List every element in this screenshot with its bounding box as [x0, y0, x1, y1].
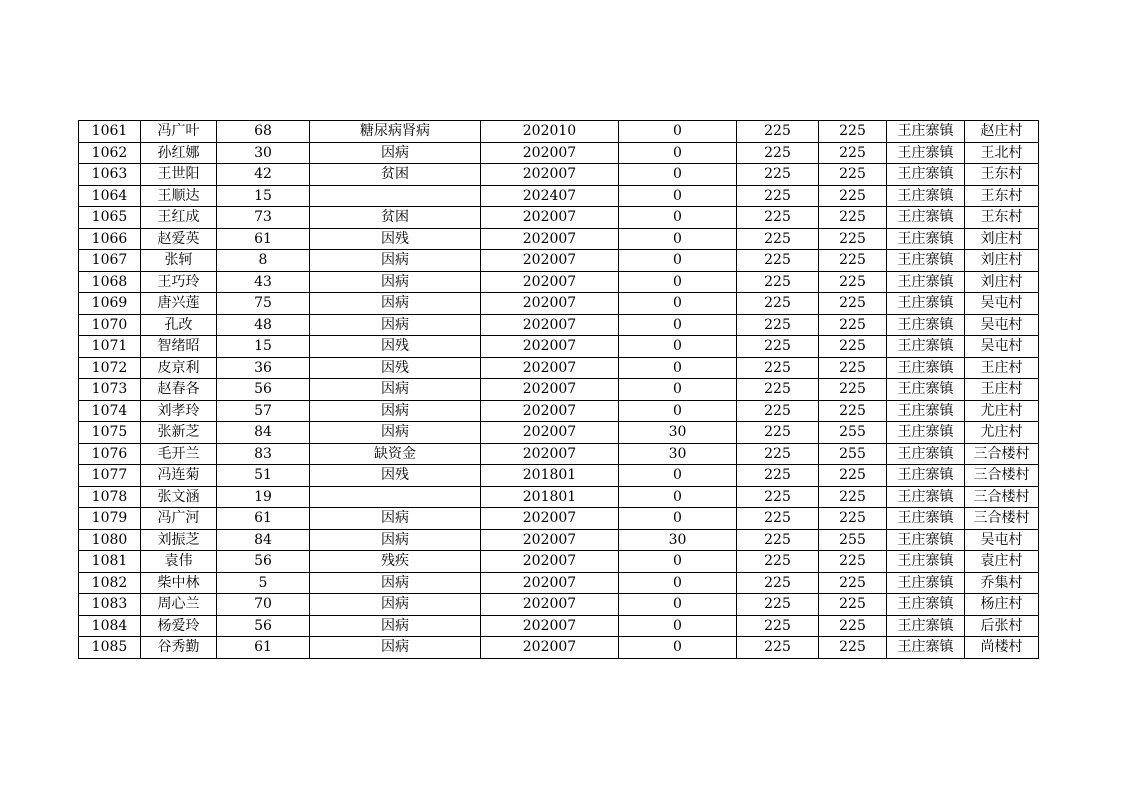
table-row: [79, 465, 1039, 487]
village-cell: 赵庄村: [965, 121, 1039, 143]
reason-cell: 因病: [310, 594, 481, 616]
extra-amount-cell: 0: [619, 336, 737, 358]
row-number-cell: 1069: [79, 293, 141, 315]
total-amount-cell: 225: [819, 121, 887, 143]
name-cell: 智绪昭: [141, 336, 217, 358]
base-amount-cell: 225: [737, 486, 819, 508]
base-amount-cell: 225: [737, 529, 819, 551]
name-cell: 皮京利: [141, 357, 217, 379]
extra-amount-cell: 0: [619, 486, 737, 508]
name-cell: 赵爱英: [141, 228, 217, 250]
table-row: [79, 572, 1039, 594]
town-cell: 王庄寨镇: [887, 228, 965, 250]
name-cell: 孔改: [141, 314, 217, 336]
reason-cell: [310, 185, 481, 207]
extra-amount-cell: 0: [619, 271, 737, 293]
age-cell: 56: [217, 379, 310, 401]
name-cell: 张新芝: [141, 422, 217, 444]
town-cell: 王庄寨镇: [887, 207, 965, 229]
row-number-cell: 1071: [79, 336, 141, 358]
village-cell: 三合楼村: [965, 508, 1039, 530]
date-cell: 202007: [481, 336, 619, 358]
table-row: [79, 508, 1039, 530]
village-cell: 杨庄村: [965, 594, 1039, 616]
table-row: [79, 164, 1039, 186]
village-cell: 乔集村: [965, 572, 1039, 594]
name-cell: 毛开兰: [141, 443, 217, 465]
age-cell: 83: [217, 443, 310, 465]
row-number-cell: 1075: [79, 422, 141, 444]
extra-amount-cell: 0: [619, 185, 737, 207]
name-cell: 冯连菊: [141, 465, 217, 487]
reason-cell: 因病: [310, 637, 481, 659]
village-cell: 王庄村: [965, 357, 1039, 379]
date-cell: 202007: [481, 142, 619, 164]
base-amount-cell: 225: [737, 185, 819, 207]
town-cell: 王庄寨镇: [887, 142, 965, 164]
village-cell: 吴屯村: [965, 314, 1039, 336]
age-cell: 68: [217, 121, 310, 143]
record-table: [78, 120, 1039, 659]
village-cell: 刘庄村: [965, 271, 1039, 293]
total-amount-cell: 225: [819, 465, 887, 487]
date-cell: 201801: [481, 465, 619, 487]
village-cell: 王北村: [965, 142, 1039, 164]
village-cell: 王东村: [965, 185, 1039, 207]
row-number-cell: 1068: [79, 271, 141, 293]
reason-cell: 因残: [310, 228, 481, 250]
base-amount-cell: 225: [737, 207, 819, 229]
age-cell: 8: [217, 250, 310, 272]
extra-amount-cell: 0: [619, 551, 737, 573]
age-cell: 56: [217, 551, 310, 573]
table-row: [79, 379, 1039, 401]
town-cell: 王庄寨镇: [887, 400, 965, 422]
row-number-cell: 1084: [79, 615, 141, 637]
age-cell: 70: [217, 594, 310, 616]
table-row: [79, 357, 1039, 379]
reason-cell: 因病: [310, 400, 481, 422]
table-row: [79, 594, 1039, 616]
village-cell: 三合楼村: [965, 486, 1039, 508]
name-cell: 柴中林: [141, 572, 217, 594]
total-amount-cell: 225: [819, 486, 887, 508]
base-amount-cell: 225: [737, 508, 819, 530]
reason-cell: 因病: [310, 250, 481, 272]
table-row: [79, 142, 1039, 164]
total-amount-cell: 225: [819, 293, 887, 315]
name-cell: 刘孝玲: [141, 400, 217, 422]
reason-cell: 因病: [310, 379, 481, 401]
row-number-cell: 1083: [79, 594, 141, 616]
base-amount-cell: 225: [737, 422, 819, 444]
village-cell: 王东村: [965, 164, 1039, 186]
date-cell: 202007: [481, 551, 619, 573]
town-cell: 王庄寨镇: [887, 271, 965, 293]
village-cell: 袁庄村: [965, 551, 1039, 573]
base-amount-cell: 225: [737, 164, 819, 186]
date-cell: 202007: [481, 508, 619, 530]
table-row: [79, 207, 1039, 229]
age-cell: 43: [217, 271, 310, 293]
town-cell: 王庄寨镇: [887, 615, 965, 637]
extra-amount-cell: 0: [619, 228, 737, 250]
age-cell: 84: [217, 422, 310, 444]
base-amount-cell: 225: [737, 637, 819, 659]
extra-amount-cell: 0: [619, 250, 737, 272]
village-cell: 尤庄村: [965, 422, 1039, 444]
base-amount-cell: 225: [737, 142, 819, 164]
extra-amount-cell: 0: [619, 357, 737, 379]
reason-cell: 因病: [310, 422, 481, 444]
table-row: [79, 637, 1039, 659]
name-cell: 冯广河: [141, 508, 217, 530]
date-cell: 202407: [481, 185, 619, 207]
reason-cell: 因病: [310, 615, 481, 637]
total-amount-cell: 225: [819, 336, 887, 358]
base-amount-cell: 225: [737, 336, 819, 358]
age-cell: 84: [217, 529, 310, 551]
total-amount-cell: 225: [819, 551, 887, 573]
table-row: [79, 185, 1039, 207]
town-cell: 王庄寨镇: [887, 637, 965, 659]
town-cell: 王庄寨镇: [887, 185, 965, 207]
age-cell: 61: [217, 637, 310, 659]
base-amount-cell: 225: [737, 615, 819, 637]
name-cell: 张轲: [141, 250, 217, 272]
village-cell: 后张村: [965, 615, 1039, 637]
date-cell: 202007: [481, 594, 619, 616]
reason-cell: 因病: [310, 529, 481, 551]
row-number-cell: 1072: [79, 357, 141, 379]
reason-cell: 因病: [310, 572, 481, 594]
row-number-cell: 1082: [79, 572, 141, 594]
table-row: [79, 529, 1039, 551]
row-number-cell: 1062: [79, 142, 141, 164]
extra-amount-cell: 0: [619, 314, 737, 336]
table-row: [79, 250, 1039, 272]
village-cell: 三合楼村: [965, 443, 1039, 465]
age-cell: 5: [217, 572, 310, 594]
reason-cell: 贫困: [310, 164, 481, 186]
row-number-cell: 1066: [79, 228, 141, 250]
row-number-cell: 1073: [79, 379, 141, 401]
town-cell: 王庄寨镇: [887, 508, 965, 530]
reason-cell: 因病: [310, 293, 481, 315]
extra-amount-cell: 0: [619, 465, 737, 487]
table-row: [79, 486, 1039, 508]
reason-cell: 因病: [310, 508, 481, 530]
row-number-cell: 1063: [79, 164, 141, 186]
row-number-cell: 1085: [79, 637, 141, 659]
name-cell: 谷秀勤: [141, 637, 217, 659]
date-cell: 202007: [481, 572, 619, 594]
date-cell: 202007: [481, 637, 619, 659]
reason-cell: 缺资金: [310, 443, 481, 465]
village-cell: 吴屯村: [965, 336, 1039, 358]
date-cell: 202007: [481, 250, 619, 272]
extra-amount-cell: 0: [619, 508, 737, 530]
row-number-cell: 1078: [79, 486, 141, 508]
date-cell: 202007: [481, 207, 619, 229]
age-cell: 75: [217, 293, 310, 315]
table-row: [79, 400, 1039, 422]
extra-amount-cell: 30: [619, 443, 737, 465]
table-row: [79, 443, 1039, 465]
date-cell: 202007: [481, 422, 619, 444]
total-amount-cell: 225: [819, 400, 887, 422]
total-amount-cell: 225: [819, 379, 887, 401]
name-cell: 杨爱玲: [141, 615, 217, 637]
row-number-cell: 1076: [79, 443, 141, 465]
row-number-cell: 1081: [79, 551, 141, 573]
town-cell: 王庄寨镇: [887, 250, 965, 272]
date-cell: 202007: [481, 615, 619, 637]
reason-cell: 因病: [310, 142, 481, 164]
village-cell: 刘庄村: [965, 250, 1039, 272]
name-cell: 赵春各: [141, 379, 217, 401]
base-amount-cell: 225: [737, 250, 819, 272]
total-amount-cell: 225: [819, 594, 887, 616]
name-cell: 孙红娜: [141, 142, 217, 164]
row-number-cell: 1070: [79, 314, 141, 336]
name-cell: 王红成: [141, 207, 217, 229]
date-cell: 202007: [481, 379, 619, 401]
extra-amount-cell: 0: [619, 207, 737, 229]
village-cell: 王东村: [965, 207, 1039, 229]
row-number-cell: 1080: [79, 529, 141, 551]
date-cell: 202007: [481, 228, 619, 250]
name-cell: 袁伟: [141, 551, 217, 573]
village-cell: 刘庄村: [965, 228, 1039, 250]
total-amount-cell: 225: [819, 142, 887, 164]
name-cell: 周心兰: [141, 594, 217, 616]
name-cell: 王世阳: [141, 164, 217, 186]
date-cell: 202007: [481, 529, 619, 551]
base-amount-cell: 225: [737, 594, 819, 616]
total-amount-cell: 225: [819, 615, 887, 637]
reason-cell: 糖尿病肾病: [310, 121, 481, 143]
row-number-cell: 1079: [79, 508, 141, 530]
total-amount-cell: 225: [819, 637, 887, 659]
base-amount-cell: 225: [737, 121, 819, 143]
town-cell: 王庄寨镇: [887, 465, 965, 487]
table-row: [79, 314, 1039, 336]
village-cell: 尚楼村: [965, 637, 1039, 659]
base-amount-cell: 225: [737, 379, 819, 401]
table-row: [79, 271, 1039, 293]
age-cell: 73: [217, 207, 310, 229]
total-amount-cell: 225: [819, 271, 887, 293]
table-row: [79, 551, 1039, 573]
age-cell: 57: [217, 400, 310, 422]
name-cell: 王顺达: [141, 185, 217, 207]
total-amount-cell: 225: [819, 207, 887, 229]
row-number-cell: 1067: [79, 250, 141, 272]
age-cell: 15: [217, 185, 310, 207]
row-number-cell: 1077: [79, 465, 141, 487]
base-amount-cell: 225: [737, 293, 819, 315]
date-cell: 202007: [481, 443, 619, 465]
total-amount-cell: 255: [819, 422, 887, 444]
date-cell: 202007: [481, 293, 619, 315]
date-cell: 202007: [481, 164, 619, 186]
town-cell: 王庄寨镇: [887, 443, 965, 465]
village-cell: 吴屯村: [965, 293, 1039, 315]
total-amount-cell: 255: [819, 529, 887, 551]
town-cell: 王庄寨镇: [887, 121, 965, 143]
age-cell: 15: [217, 336, 310, 358]
town-cell: 王庄寨镇: [887, 572, 965, 594]
town-cell: 王庄寨镇: [887, 594, 965, 616]
extra-amount-cell: 30: [619, 422, 737, 444]
base-amount-cell: 225: [737, 551, 819, 573]
total-amount-cell: 225: [819, 185, 887, 207]
name-cell: 唐兴莲: [141, 293, 217, 315]
reason-cell: 贫困: [310, 207, 481, 229]
town-cell: 王庄寨镇: [887, 164, 965, 186]
age-cell: 48: [217, 314, 310, 336]
name-cell: 冯广叶: [141, 121, 217, 143]
town-cell: 王庄寨镇: [887, 379, 965, 401]
extra-amount-cell: 0: [619, 637, 737, 659]
date-cell: 202007: [481, 357, 619, 379]
date-cell: 202007: [481, 314, 619, 336]
village-cell: 三合楼村: [965, 465, 1039, 487]
extra-amount-cell: 0: [619, 142, 737, 164]
table-row: [79, 293, 1039, 315]
base-amount-cell: 225: [737, 228, 819, 250]
row-number-cell: 1064: [79, 185, 141, 207]
table-row: [79, 615, 1039, 637]
base-amount-cell: 225: [737, 271, 819, 293]
name-cell: 张文涵: [141, 486, 217, 508]
town-cell: 王庄寨镇: [887, 336, 965, 358]
row-number-cell: 1074: [79, 400, 141, 422]
row-number-cell: 1065: [79, 207, 141, 229]
reason-cell: 因残: [310, 336, 481, 358]
base-amount-cell: 225: [737, 357, 819, 379]
village-cell: 王庄村: [965, 379, 1039, 401]
date-cell: 202007: [481, 400, 619, 422]
total-amount-cell: 255: [819, 443, 887, 465]
age-cell: 42: [217, 164, 310, 186]
extra-amount-cell: 0: [619, 293, 737, 315]
reason-cell: 残疾: [310, 551, 481, 573]
reason-cell: 因残: [310, 357, 481, 379]
base-amount-cell: 225: [737, 443, 819, 465]
date-cell: 202010: [481, 121, 619, 143]
extra-amount-cell: 0: [619, 379, 737, 401]
extra-amount-cell: 0: [619, 594, 737, 616]
age-cell: 36: [217, 357, 310, 379]
town-cell: 王庄寨镇: [887, 293, 965, 315]
town-cell: 王庄寨镇: [887, 529, 965, 551]
village-cell: 尤庄村: [965, 400, 1039, 422]
extra-amount-cell: 0: [619, 121, 737, 143]
reason-cell: 因病: [310, 314, 481, 336]
reason-cell: 因病: [310, 271, 481, 293]
total-amount-cell: 225: [819, 164, 887, 186]
name-cell: 刘振芝: [141, 529, 217, 551]
town-cell: 王庄寨镇: [887, 314, 965, 336]
age-cell: 61: [217, 228, 310, 250]
table-body: [79, 121, 1039, 659]
age-cell: 61: [217, 508, 310, 530]
age-cell: 56: [217, 615, 310, 637]
base-amount-cell: 225: [737, 314, 819, 336]
total-amount-cell: 225: [819, 572, 887, 594]
town-cell: 王庄寨镇: [887, 422, 965, 444]
town-cell: 王庄寨镇: [887, 486, 965, 508]
age-cell: 51: [217, 465, 310, 487]
total-amount-cell: 225: [819, 357, 887, 379]
date-cell: 202007: [481, 271, 619, 293]
village-cell: 吴屯村: [965, 529, 1039, 551]
base-amount-cell: 225: [737, 465, 819, 487]
extra-amount-cell: 30: [619, 529, 737, 551]
total-amount-cell: 225: [819, 314, 887, 336]
base-amount-cell: 225: [737, 400, 819, 422]
reason-cell: 因残: [310, 465, 481, 487]
date-cell: 201801: [481, 486, 619, 508]
total-amount-cell: 225: [819, 250, 887, 272]
age-cell: 19: [217, 486, 310, 508]
total-amount-cell: 225: [819, 228, 887, 250]
table-row: [79, 121, 1039, 143]
extra-amount-cell: 0: [619, 400, 737, 422]
base-amount-cell: 225: [737, 572, 819, 594]
reason-cell: [310, 486, 481, 508]
table-row: [79, 228, 1039, 250]
extra-amount-cell: 0: [619, 572, 737, 594]
town-cell: 王庄寨镇: [887, 551, 965, 573]
extra-amount-cell: 0: [619, 164, 737, 186]
age-cell: 30: [217, 142, 310, 164]
table-row: [79, 336, 1039, 358]
town-cell: 王庄寨镇: [887, 357, 965, 379]
name-cell: 王巧玲: [141, 271, 217, 293]
table-row: [79, 422, 1039, 444]
row-number-cell: 1061: [79, 121, 141, 143]
extra-amount-cell: 0: [619, 615, 737, 637]
total-amount-cell: 225: [819, 508, 887, 530]
